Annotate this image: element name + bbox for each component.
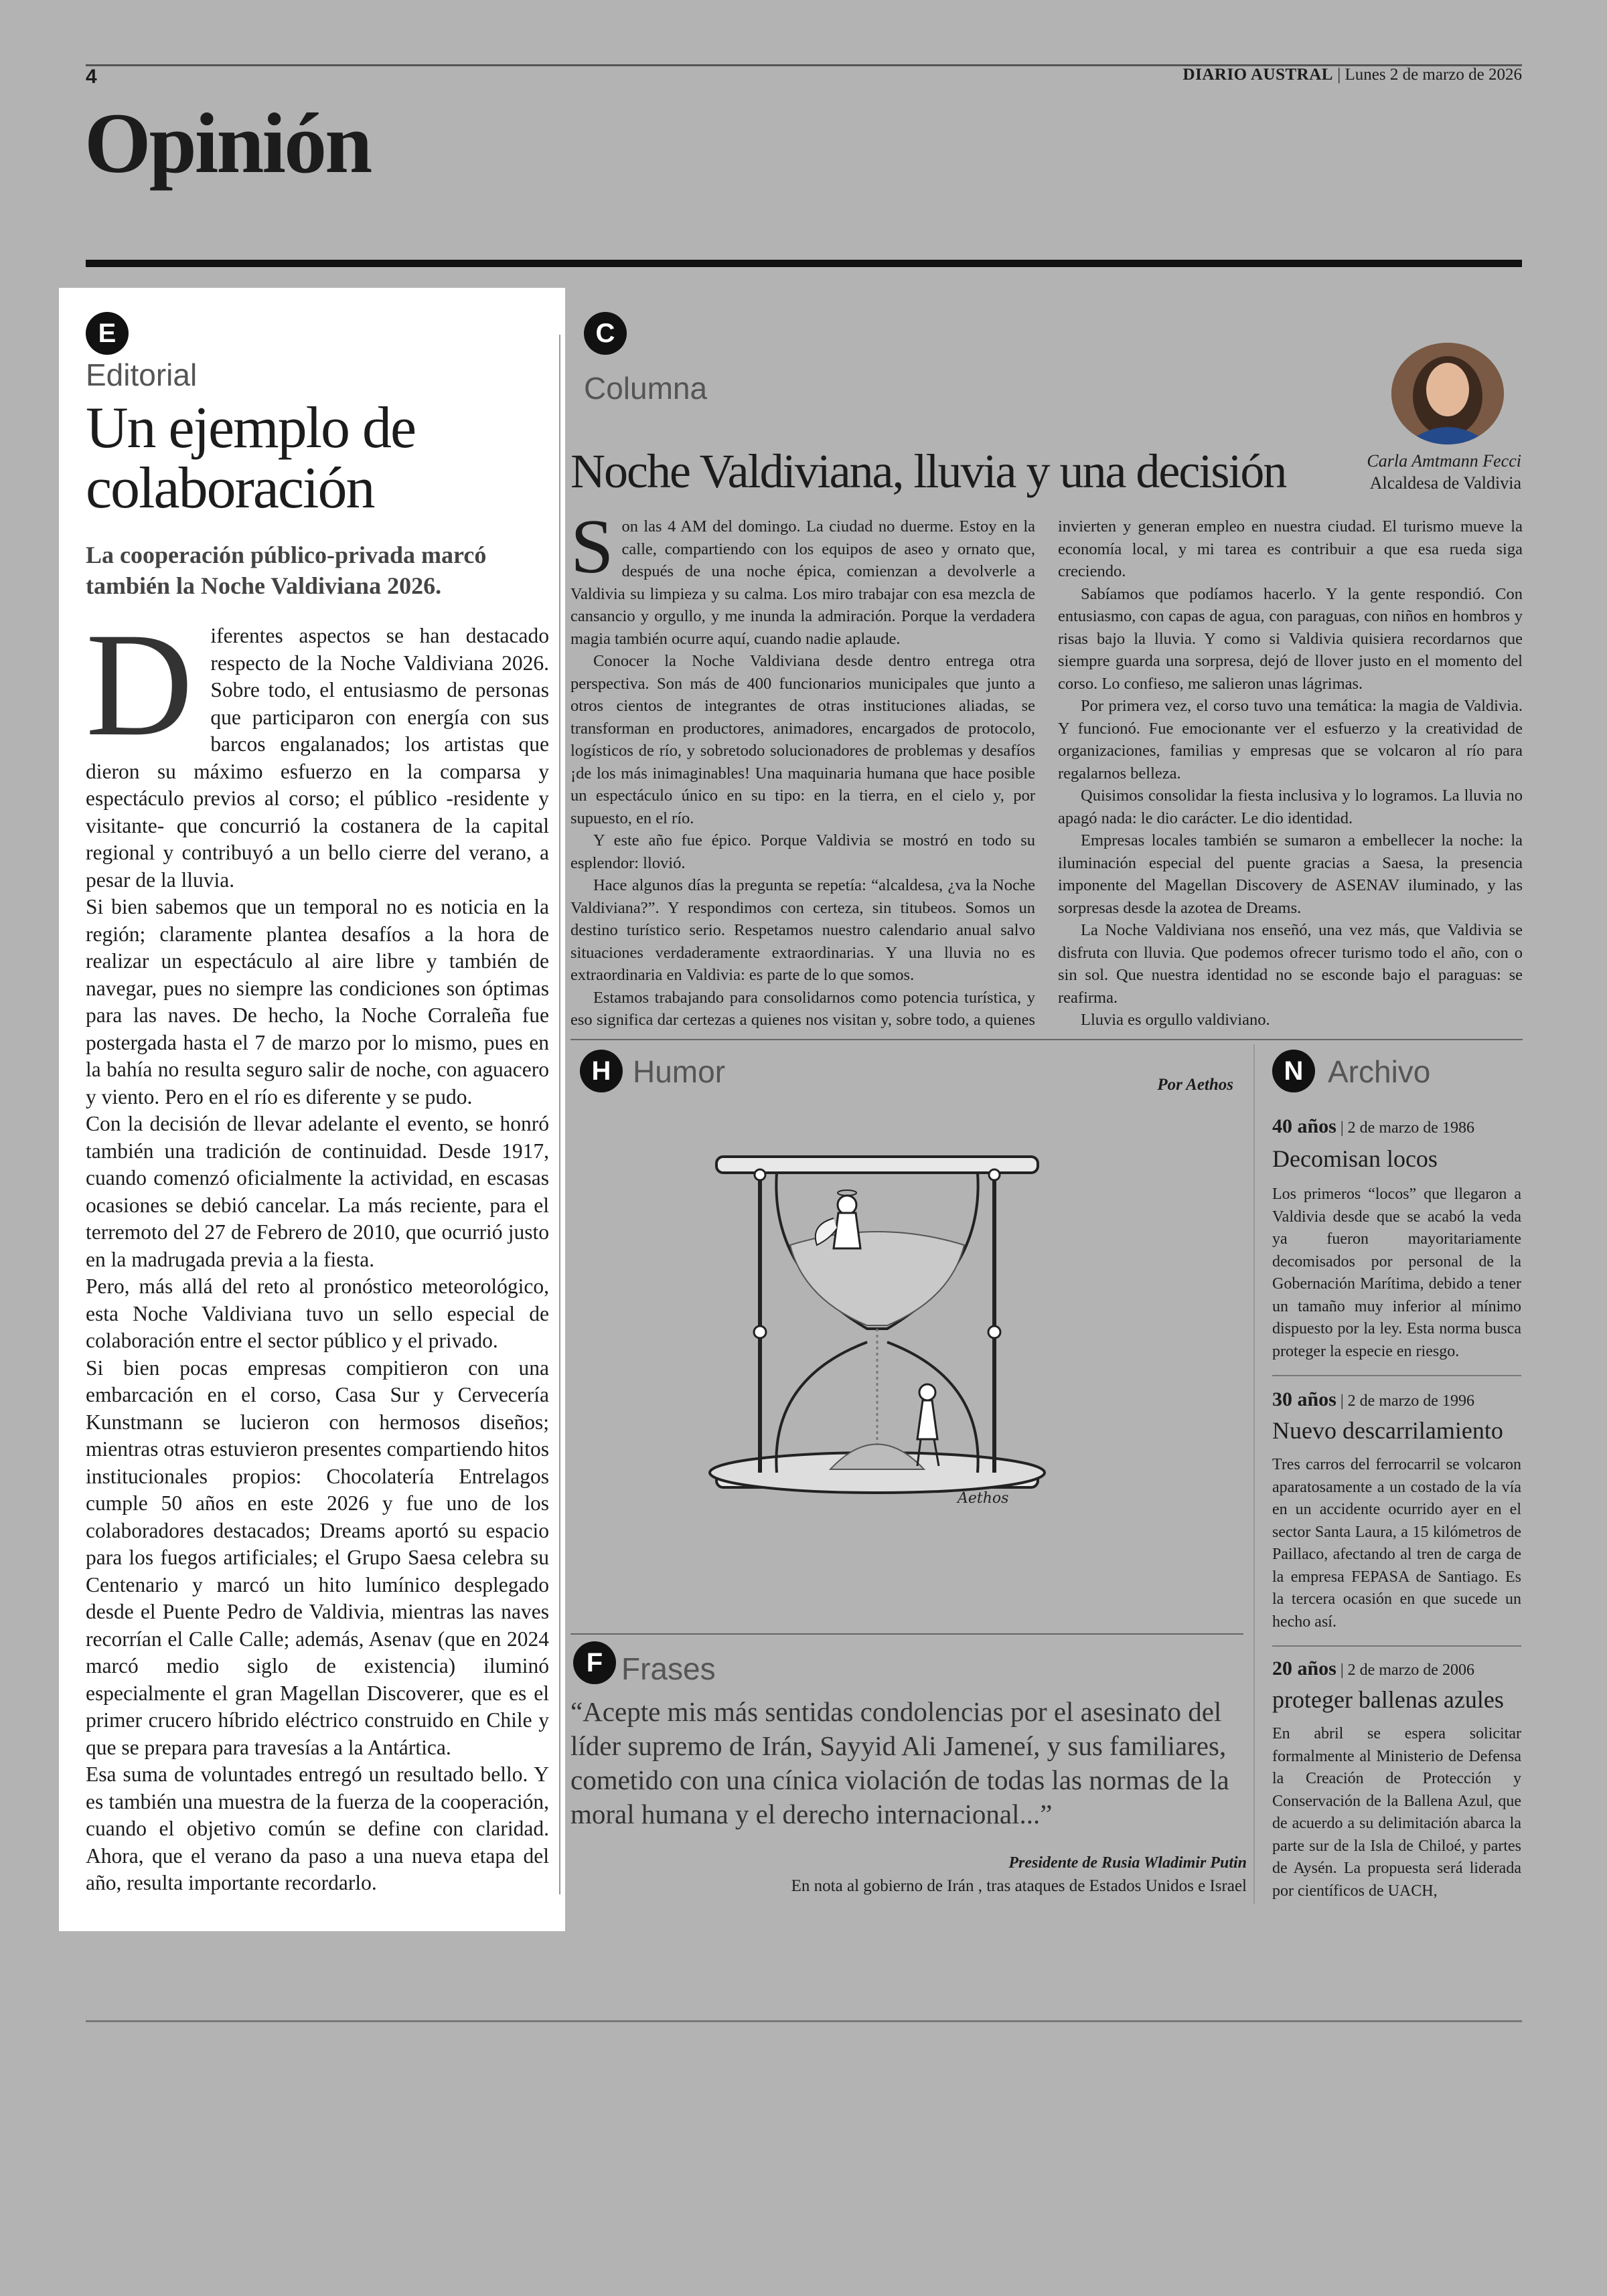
editorial-paragraph: Si bien pocas empresas compitieron con una embarcación en el corso, Casa Sur y Cervecería Kunstmann se lucieron con hermosos diseños; mientras otras estuvieron presentes compartiendo hitos institucionales propios: Chocolatería Entrelagos cumple 50 años en este 2026 y fue uno de los colaboradores destacados; Dreams aportó su espacio para los fuegos artificiales; el Grupo Saesa celebra su Centenario y marcó un hito lumínico desplegado desde el Puente Pedro de Valdivia, mientras las naves recorrían el Calle Calle; además, Asenav (que en 2024 marcó medio siglo de existencia) iluminó especialmente el gran Magellan Discoverer, que es el primer crucero híbrido eléctrico construido en Chile y que se prepara para travesías a la Antártica. xyxy=(86,1356,549,1759)
paper-date-line: DIARIO AUSTRAL | Lunes 2 de marzo de 2026 xyxy=(1182,66,1522,84)
archivo-badge: N xyxy=(1272,1050,1315,1092)
column-paragraph: Lluvia es orgullo valdiviano. xyxy=(1081,1011,1270,1029)
issue-date: Lunes 2 de marzo de 2026 xyxy=(1345,66,1522,84)
editorial-title: Un ejemplo de colaboración xyxy=(86,396,416,521)
archivo-item-date: 40 años | 2 de marzo de 1986 xyxy=(1272,1115,1474,1137)
archivo-kicker: Archivo xyxy=(1328,1054,1431,1089)
humor-kicker: Humor xyxy=(633,1054,726,1089)
frases-attribution: Presidente de Rusia Wladimir Putin xyxy=(1008,1854,1247,1872)
editorial-paragraph: Pero, más allá del reto al pronóstico meteorológico, esta Noche Valdiviana tuvo un sello especial de colaboración entre el sector público y el privado. xyxy=(86,1275,549,1352)
frases-quote: “Acepte mis más sentidas condolencias por el asesinato del líder supremo de Irán, Sayyid Ali Jameneí, y sus familiares, cometido con una cínica violación de todas las normas de la moral humana y el derecho internacional...” xyxy=(570,1696,1229,1829)
column-paragraph: Hace algunos días la pregunta se repetía: “alcaldesa, ¿va la Noche Valdiviana?”. Y respondimos con certeza, sin titubeos. Somos un destino turístico serio. Respetamos nuestro calendario anual salvo situaciones verdaderamente extraordinarias. Y una lluvia no es extraordinaria en Valdivia: es parte de lo que somos. xyxy=(570,876,1035,984)
frases-kicker: Frases xyxy=(621,1651,716,1686)
column-paragraph: La Noche Valdiviana nos enseñó, una vez más, que Valdivia se disfruta con lluvia. Que podemos ofrecer turismo todo el año, con o sin sol. Que nuestra identidad no se esconde bajo el paraguas: se reafirma. xyxy=(1058,921,1523,1007)
editorial-drop-cap: D xyxy=(86,602,194,767)
column-paragraph: Empresas locales también se sumaron a embellecer la noche: la iluminación especial del puente gracias a Saesa, la presencia imponente del Magellan Discovery de ASENAV iluminado, y las sorpresas desde la azotea de Dreams. xyxy=(1058,831,1523,917)
editorial-badge: E xyxy=(86,312,129,355)
archivo-item-date: 20 años | 2 de marzo de 2006 xyxy=(1272,1657,1474,1679)
archivo-item-title: Decomisan locos xyxy=(1272,1145,1438,1172)
author-avatar xyxy=(1391,343,1504,444)
editorial-paragraph: Esa suma de voluntades entregó un resultado bello. Y es también una muestra de la fuerza de la cooperación, cuando el objetivo común se define con claridad. Ahora, que el verano da paso a una nueva etapa del año, resulta importante recordarlo. xyxy=(86,1762,549,1894)
column-kicker: Columna xyxy=(584,371,708,406)
cartoon-signature: Aethos xyxy=(958,1490,1009,1507)
column-paragraph: Estamos trabajando para consolidarnos como potencia turística, y eso significa dar certezas a quienes nos visitan y, sobre todo, a quienes invierten y generan empleo en nuestra ciudad. El turismo mueve la economía local, y mi tarea es contribuir a que esa rueda siga creciendo. xyxy=(570,517,1523,1029)
column-paragraph: Son las 4 AM del domingo. La ciudad no duerme. Estoy en la calle, compartiendo con los equipos de aseo y ornato que, después de una noche épica, comienzan a devolverle a Valdivia su limpieza y su calma. Los miro trabajar con esa mezcla de cansancio y orgullo, y me inunda la admiración. Porque la verdadera magia también ocurre aquí, cuando nadie aplaude. xyxy=(570,504,1035,648)
editorial-paragraph: Si bien sabemos que un temporal no es noticia en la región; claramente plantea desafíos a la hora de realizar un espectáculo al aire libre y también de navegar, pues no siempre las condiciones son óptimas para las naves. De hecho, la Noche Corraleña fue postergada hasta el 7 de marzo por lo mismo, pues en la bahía no resulta seguro salir de noche, con aguacero y viento. Pero en el río es diferente y se pudo. xyxy=(86,895,549,1109)
column-paragraph: Sabíamos que podíamos hacerlo. Y la gente respondió. Con entusiasmo, con capas de agua, con paraguas, con niños en hombros y risas bajo la lluvia. Y como si Valdivia quisiera recordarnos que siempre guarda una sorpresa, dejó de llover justo en el momento del corso. Lo confieso, me salieron unas lágrimas. xyxy=(1058,584,1523,693)
humor-badge: H xyxy=(580,1050,623,1092)
archivo-item-body: Tres carros del ferrocarril se volcaron aparatosamente a un costado de la vía en un accidente ocurrido ayer en el sector Santa Laura, a 15 kilómetros de Paillaco, afectando al tren de carga de la empresa FEPASA de Santiago. Es la tercera ocasión en que sucede un hecho así. xyxy=(1272,1456,1521,1631)
column-badge: C xyxy=(584,312,627,355)
editorial-body xyxy=(86,602,549,1897)
column-body xyxy=(570,504,1523,1032)
archivo-item-body: En abril se espera solicitar formalmente al Ministerio de Defensa la Creación de Protección y Conservación de la Ballena Azul, que de acuerdo a su delimitación abarca la parte sur de la Isla de Chiloé, y partes de Aysén. La propuesta será liderada por científicos de UACH, xyxy=(1272,1725,1521,1900)
author-name: Carla Amtmann Fecci xyxy=(1367,451,1521,471)
column-drop-cap: S xyxy=(570,504,614,590)
archivo-item-title: Nuevo descarrilamiento xyxy=(1272,1417,1503,1444)
paper-name: DIARIO AUSTRAL xyxy=(1182,66,1333,84)
frases-badge: F xyxy=(573,1641,616,1684)
editorial-kicker: Editorial xyxy=(86,357,198,392)
archivo-item-date: 30 años | 2 de marzo de 1996 xyxy=(1272,1388,1474,1410)
column-title: Noche Valdiviana, lluvia y una decisión xyxy=(570,444,1286,498)
column-paragraph: Quisimos consolidar la fiesta inclusiva y lo logramos. La lluvia no apagó nada: le dio carácter. Le dio identidad. xyxy=(1058,787,1523,827)
column-paragraph: Conocer la Noche Valdiviana desde dentro entrega otra perspectiva. Son más de 400 funcionarios municipales que junto a otros cientos de integrantes de otras instituciones aliadas, se transforman en productores, animadores, encargados de protocolo, logísticos de río, y sobretodo solucionadores de problemas y desafíos ¡de los más inimaginables! Una maquinaria humana que hace posible un espectáculo único en su tipo: en la tierra, en el cielo y, por supuesto, en el río. xyxy=(570,652,1035,827)
column-paragraph: Y este año fue épico. Porque Valdivia se mostró en todo su esplendor: llovió. xyxy=(570,831,1035,872)
archivo-item-title: proteger ballenas azules xyxy=(1272,1686,1504,1713)
humor-byline: Por Aethos xyxy=(1157,1076,1233,1094)
author-role: Alcaldesa de Valdivia xyxy=(1369,473,1521,493)
editorial-paragraph: Con la decisión de llevar adelante el evento, se honró también una tradición de continuidad. Desde 1917, cuando comenzó oficialmente la actividad, en escasas ocasiones se debió cancelar. La más reciente, para el terremoto del 27 de Febrero de 2010, que ocurrió justo en la madrugada previa a la fiesta. xyxy=(86,1112,549,1271)
cartoon-hourglass xyxy=(696,1138,1071,1520)
frases-note: En nota al gobierno de Irán , tras ataques de Estados Unidos e Israel xyxy=(791,1877,1247,1895)
section-title: Opinión xyxy=(84,96,371,191)
archivo-item-body: Los primeros “locos” que llegaron a Valdivia desde que se acabó la veda ya fueron mayoritariamente decomisados por personal de la Gobernación Marítima, debido a tener un tamaño muy inferior al mínimo dispuesto por la ley. Esta norma busca proteger la especie en riesgo. xyxy=(1272,1185,1521,1360)
editorial-paragraph: Diferentes aspectos se han destacado respecto de la Noche Valdiviana 2026. Sobre todo, el entusiasmo de personas que participaron con energía con sus barcos engalanados; los artistas que dieron su máximo esfuerzo en la comparsa y espectáculo previos al corso; el público -residente y visitante- que concurrió la costanera de la capital regional y contribuyó a un bello cierre del verano, a pesar de la lluvia. xyxy=(86,602,549,892)
column-paragraph: Por primera vez, el corso tuvo una temática: la magia de Valdivia. Y funcionó. Fue emocionante ver el esfuerzo y la creatividad de organizaciones, familias y empresas que se volcaron al río para regalarnos belleza. xyxy=(1058,697,1523,783)
editorial-subtitle: La cooperación público-privada marcó también la Noche Valdiviana 2026. xyxy=(86,542,487,599)
page-number: 4 xyxy=(86,66,97,88)
